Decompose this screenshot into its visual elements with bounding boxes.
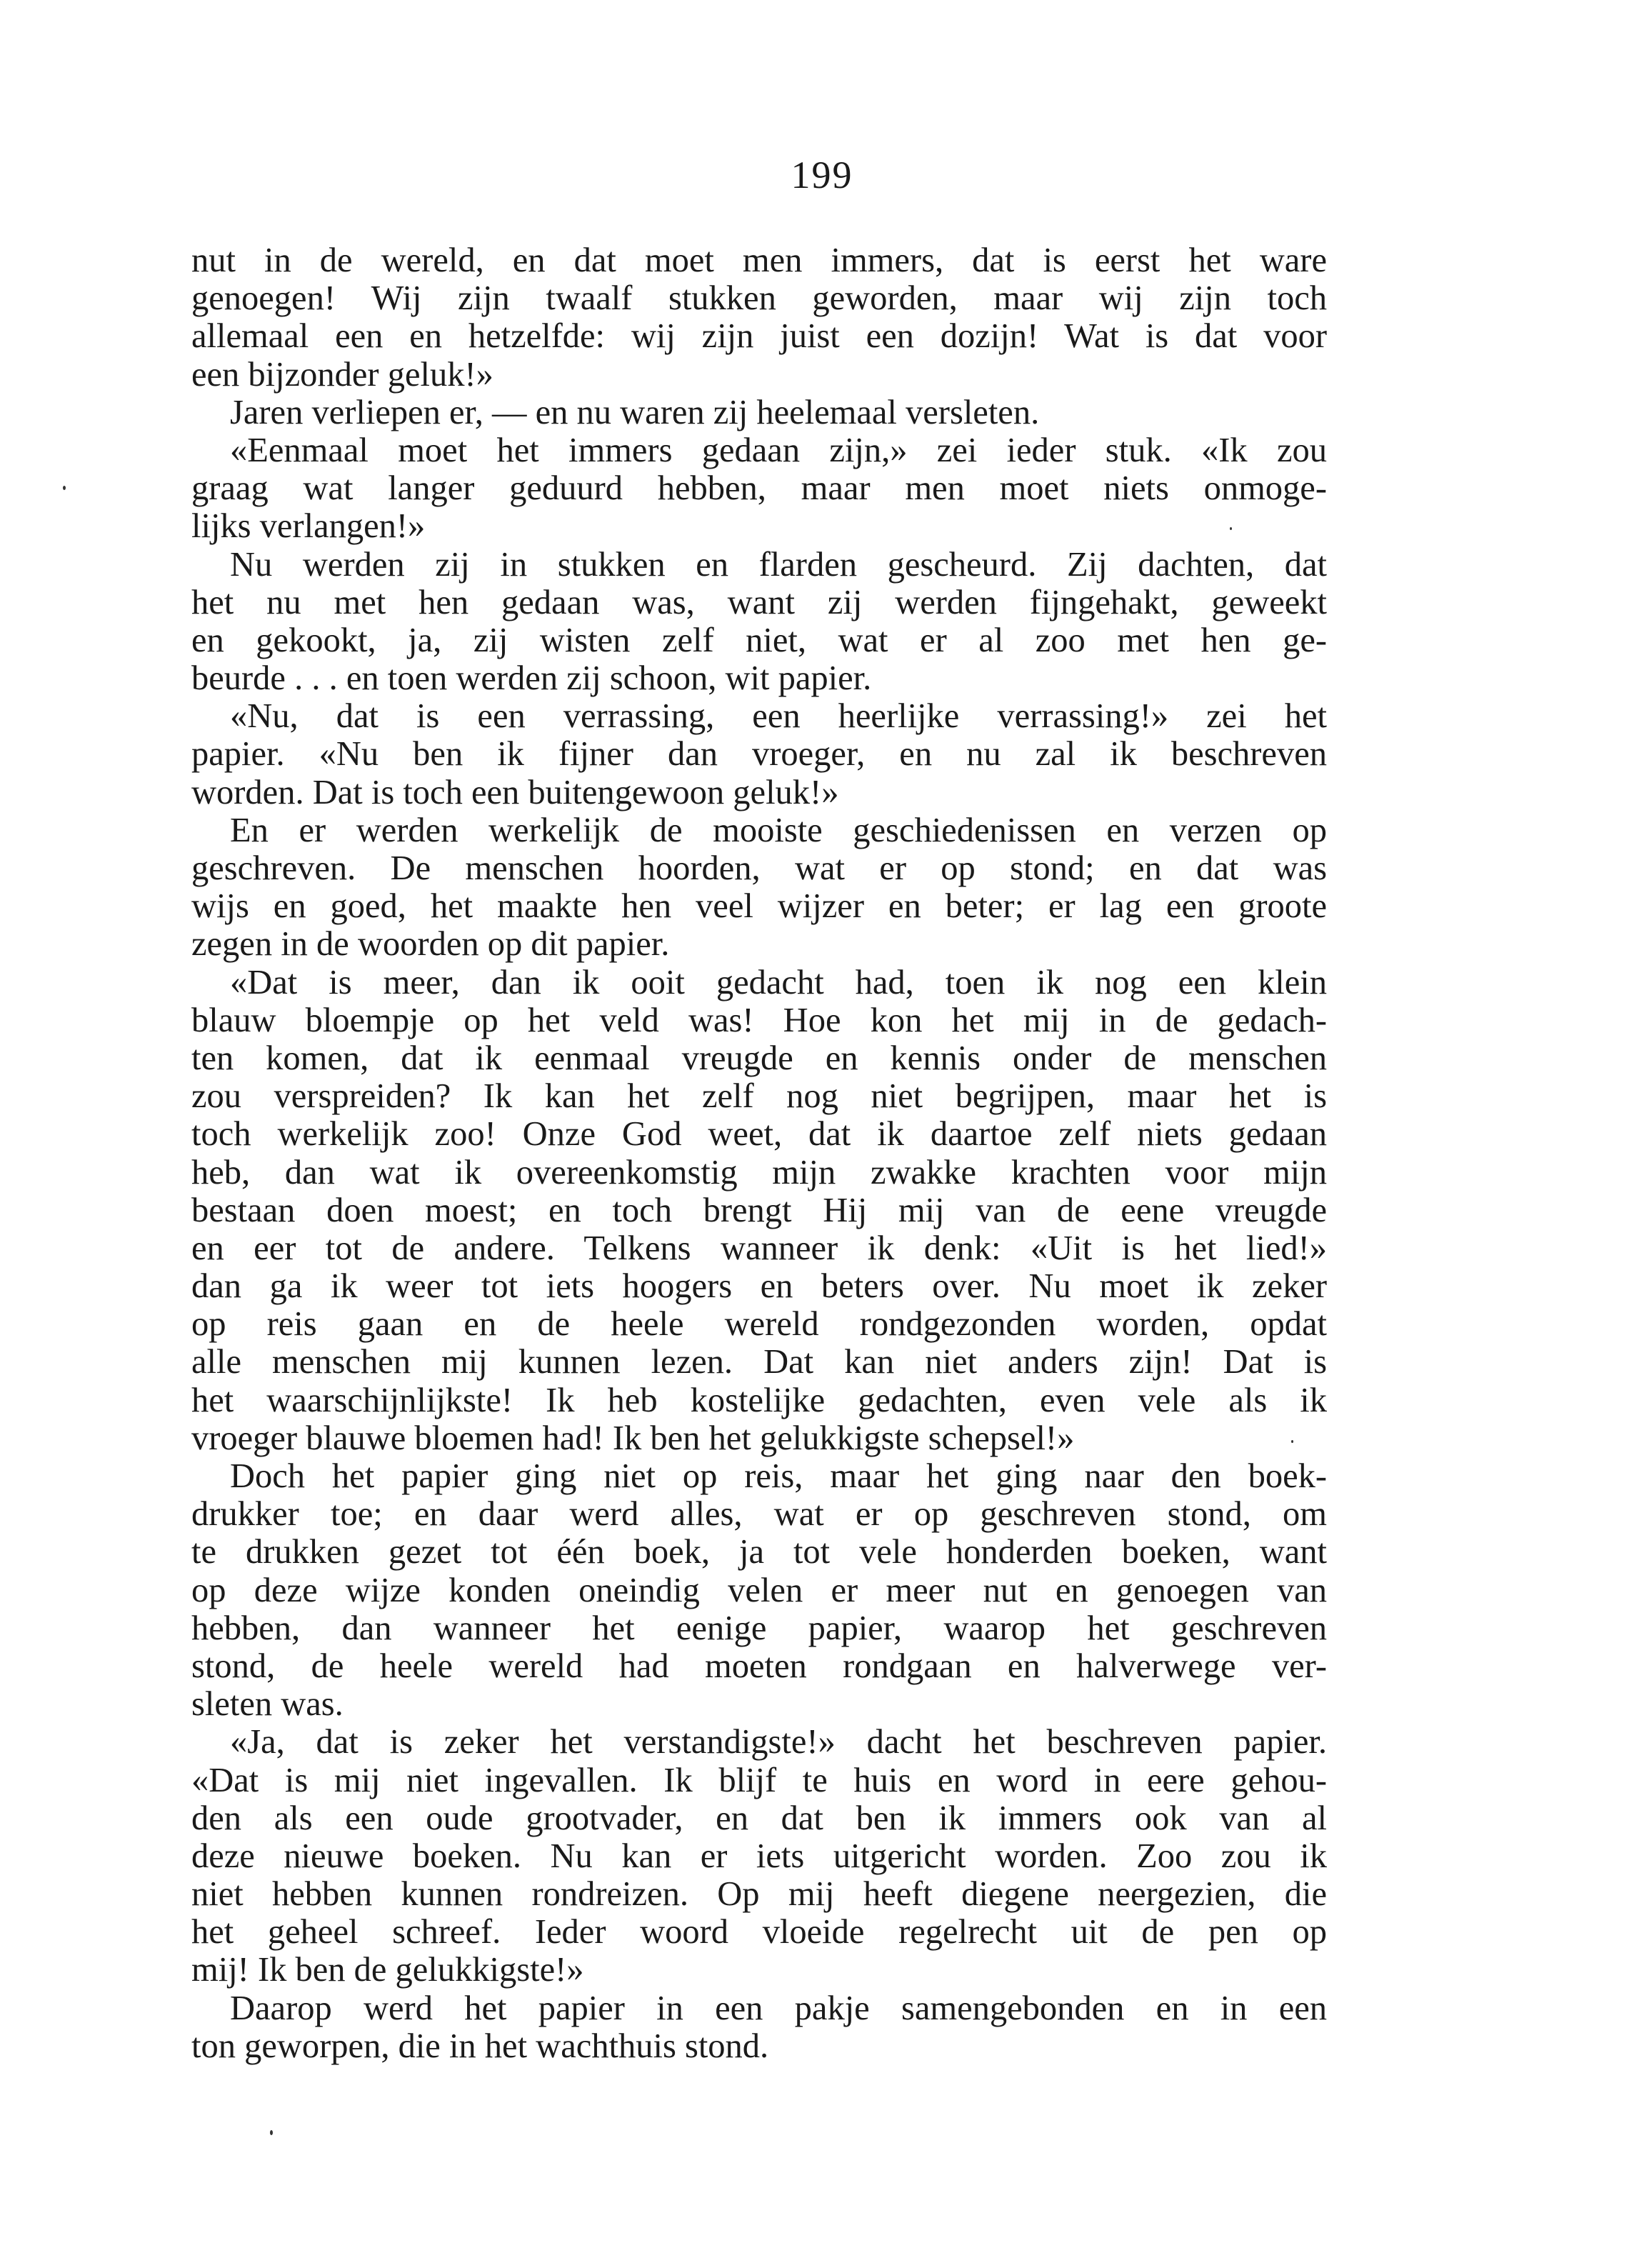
scan-speck — [270, 2130, 273, 2135]
paragraph — [191, 964, 1327, 1457]
text-line: het waarschijnlijkste! Ik heb kostelijke gedachten, even vele als ik — [191, 1381, 1327, 1419]
text-line: Daarop werd het papier in een pakje samengebonden en in een — [230, 1989, 1327, 2027]
text-line: nut in de wereld, en dat moet men immers, dat is eerst het ware — [191, 241, 1327, 279]
text-line: vroeger blauwe bloemen had! Ik ben het gelukkigste schepsel!» — [191, 1419, 1075, 1457]
text-line: lijks verlangen!» — [191, 507, 426, 546]
text-line: «Dat is mij niet ingevallen. Ik blijf te huis en word in eere gehou- — [191, 1761, 1327, 1799]
text-line: blauw bloempje op het veld was! Hoe kon het mij in de gedach- — [191, 1001, 1327, 1039]
text-line: En er werden werkelijk de mooiste geschiedenissen en verzen op — [230, 811, 1327, 849]
text-line: mij! Ik ben de gelukkigste!» — [191, 1951, 584, 1989]
text-line: zegen in de woorden op dit papier. — [191, 925, 670, 964]
paragraph — [191, 1457, 1327, 1723]
text-line: alle menschen mij kunnen lezen. Dat kan niet anders zijn! Dat is — [191, 1343, 1327, 1382]
text-line: een bijzonder geluk!» — [191, 355, 493, 394]
text-line: genoegen! Wij zijn twaalf stukken geworden, maar wij zijn toch — [191, 279, 1327, 318]
paragraph — [191, 1723, 1327, 1989]
text-line: bestaan doen moest; en toch brengt Hij mij van de eene vreugde — [191, 1191, 1327, 1229]
text-line: heb, dan wat ik overeenkomstig mijn zwakke krachten voor mijn — [191, 1153, 1327, 1192]
scan-speck — [1291, 1440, 1293, 1443]
text-line: drukker toe; en daar werd alles, wat er op geschreven stond, om — [191, 1495, 1327, 1534]
text-line: «Eenmaal moet het immers gedaan zijn,» zei ieder stuk. «Ik zou — [230, 431, 1327, 469]
text-line: beurde . . . en toen werden zij schoon, wit papier. — [191, 659, 872, 698]
text-line: graag wat langer geduurd hebben, maar men moet niets onmoge- — [191, 469, 1327, 508]
text-line: papier. «Nu ben ik fijner dan vroeger, en nu zal ik beschreven — [191, 735, 1327, 774]
text-line: dan ga ik weer tot iets hoogers en beters over. Nu moet ik zeker — [191, 1267, 1327, 1306]
body-text — [191, 241, 1327, 2065]
text-line: het geheel schreef. Ieder woord vloeide regelrecht uit de pen op — [191, 1913, 1327, 1952]
text-line: sleten was. — [191, 1685, 344, 1724]
text-line: stond, de heele wereld had moeten rondgaan en halverwege ver- — [191, 1647, 1327, 1685]
text-line: hebben, dan wanneer het eenige papier, waarop het geschreven — [191, 1609, 1327, 1647]
text-line: «Dat is meer, dan ik ooit gedacht had, toen ik nog een klein — [230, 963, 1327, 1001]
text-line: en eer tot de andere. Telkens wanneer ik denk: «Uit is het lied!» — [191, 1229, 1327, 1267]
text-line: den als een oude grootvader, en dat ben ik immers ook van al — [191, 1799, 1327, 1837]
text-line: zou verspreiden? Ik kan het zelf nog niet begrijpen, maar het is — [191, 1077, 1327, 1116]
text-line: «Nu, dat is een verrassing, een heerlijke verrassing!» zei het — [230, 697, 1327, 736]
text-line: allemaal een en hetzelfde: wij zijn juist een dozijn! Wat is dat voor — [191, 317, 1327, 356]
text-line: «Ja, dat is zeker het verstandigste!» dacht het beschreven papier. — [230, 1723, 1327, 1762]
paragraph — [191, 811, 1327, 964]
text-line: deze nieuwe boeken. Nu kan er iets uitgericht worden. Zoo zou ik — [191, 1837, 1327, 1875]
text-line: niet hebben kunnen rondreizen. Op mij heeft diegene neergezien, die — [191, 1875, 1327, 1914]
scan-speck — [1230, 527, 1232, 530]
text-line: te drukken gezet tot één boek, ja tot vele honderden boeken, want — [191, 1533, 1327, 1572]
scan-speck — [63, 486, 66, 490]
text-line: ton geworpen, die in het wachthuis stond. — [191, 2027, 769, 2065]
text-line: worden. Dat is toch een buitengewoon geluk!» — [191, 773, 839, 811]
paragraph — [191, 546, 1327, 698]
text-line: Nu werden zij in stukken en flarden gescheurd. Zij dachten, dat — [230, 545, 1327, 584]
paragraph — [191, 241, 1327, 394]
text-line: op reis gaan en de heele wereld rondgezonden worden, opdat — [191, 1305, 1327, 1344]
text-line: het nu met hen gedaan was, want zij werden fijngehakt, geweekt — [191, 583, 1327, 621]
paragraph — [191, 1989, 1327, 2065]
text-line: op deze wijze konden oneindig velen er meer nut en genoegen van — [191, 1571, 1327, 1609]
text-line: Jaren verliepen er, — en nu waren zij heelemaal versleten. — [230, 393, 1040, 431]
text-line: Doch het papier ging niet op reis, maar het ging naar den boek- — [230, 1457, 1327, 1495]
paragraph — [191, 697, 1327, 811]
text-line: en gekookt, ja, zij wisten zelf niet, wat er al zoo met hen ge- — [191, 621, 1327, 659]
text-line: toch werkelijk zoo! Onze God weet, dat ik daartoe zelf niets gedaan — [191, 1115, 1327, 1154]
text-line: wijs en goed, het maakte hen veel wijzer en beter; er lag een groote — [191, 887, 1327, 926]
text-line: geschreven. De menschen hoorden, wat er op stond; en dat was — [191, 849, 1327, 887]
text-line: ten komen, dat ik eenmaal vreugde en kennis onder de menschen — [191, 1039, 1327, 1077]
paragraph — [191, 431, 1327, 546]
page-number: 199 — [791, 154, 853, 196]
paragraph — [191, 394, 1327, 431]
